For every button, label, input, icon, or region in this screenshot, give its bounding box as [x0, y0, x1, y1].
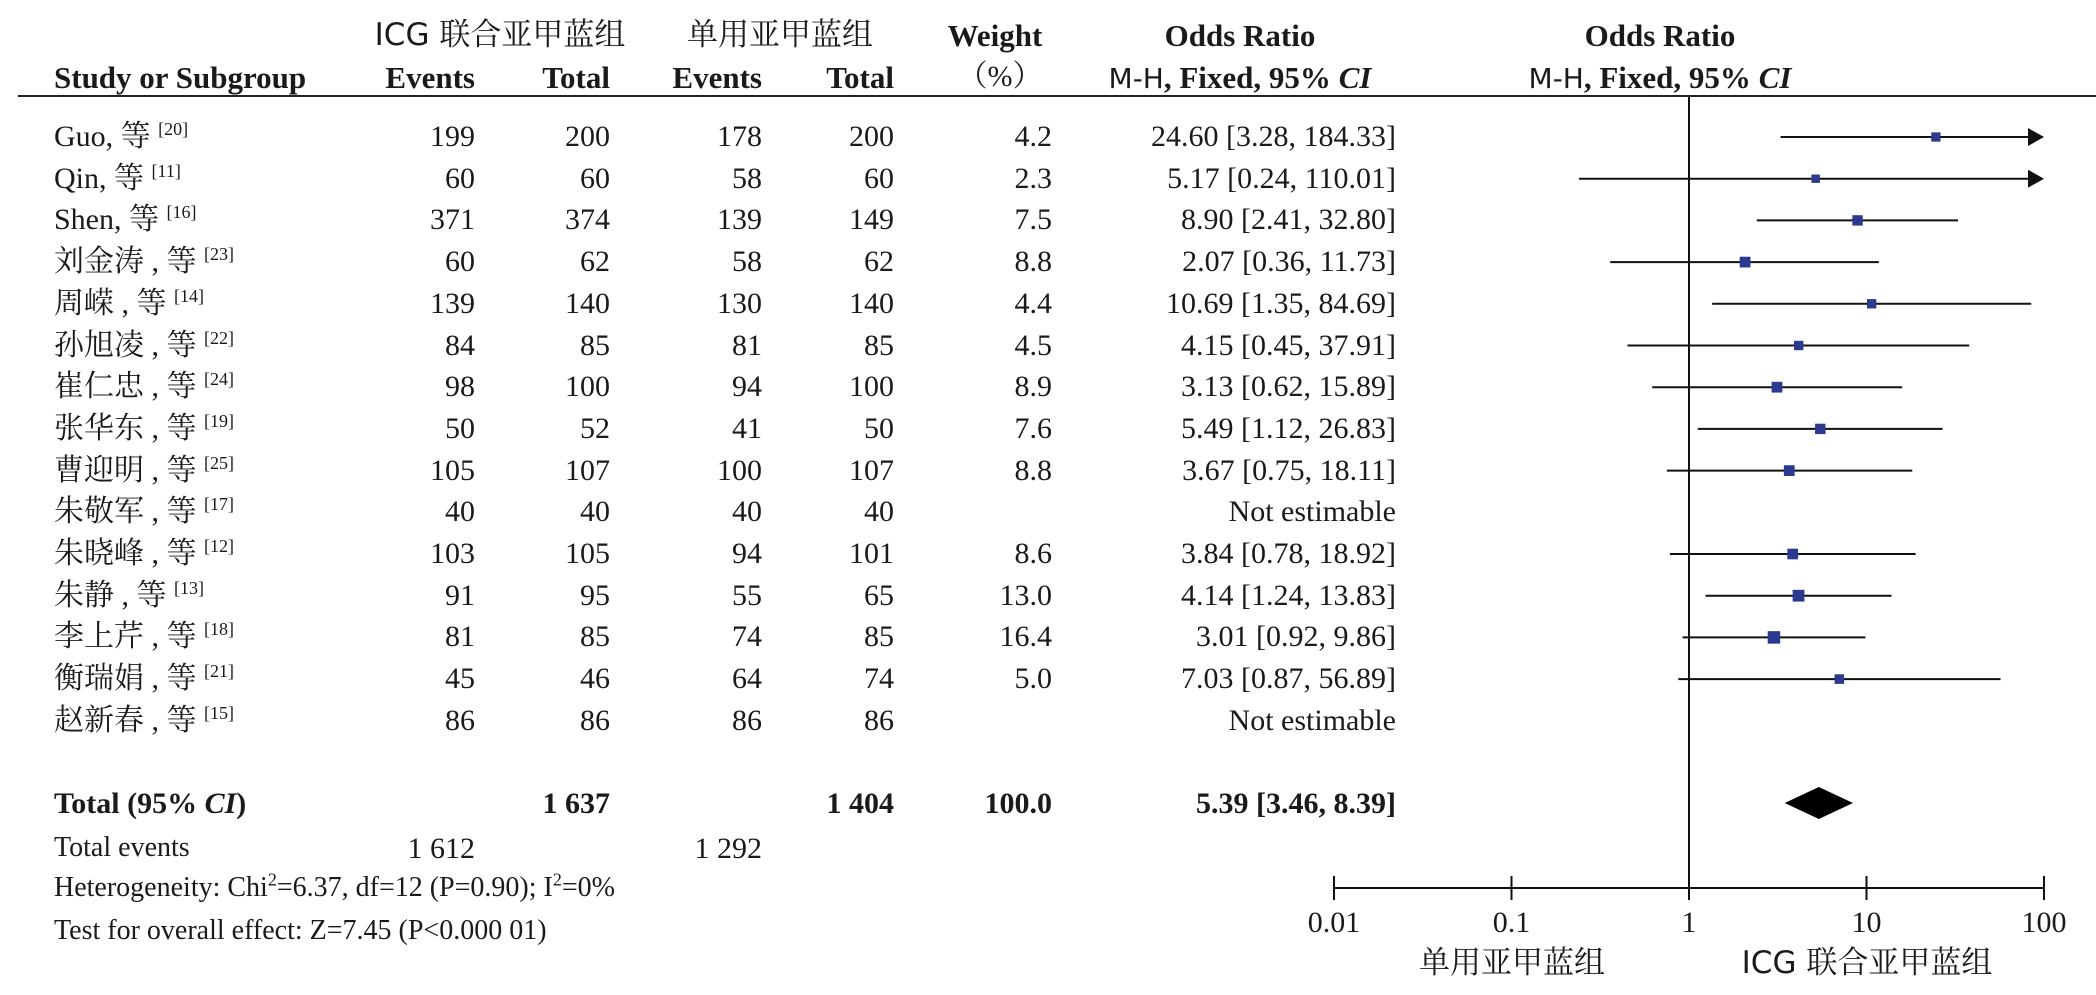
- study-or-ci: 4.15 [0.45, 37.91]: [1181, 329, 1396, 362]
- study-events2: 58: [732, 162, 762, 195]
- or-header: Odds Ratio: [1164, 18, 1316, 53]
- point-estimate-square: [1867, 299, 1876, 308]
- study-name-text: 赵新春 , 等: [54, 704, 197, 737]
- study-events1: 98: [445, 370, 475, 403]
- study-or-ci: 3.67 [0.75, 18.11]: [1182, 454, 1396, 487]
- study-name-text: 张华东 , 等: [54, 412, 197, 445]
- study-weight: 4.4: [1014, 287, 1052, 320]
- study-total1: 52: [580, 412, 610, 445]
- study-weight: 4.5: [1014, 329, 1052, 362]
- study-total1: 86: [580, 704, 610, 737]
- study-events1: 103: [430, 537, 475, 570]
- or-method-ci: CI: [1338, 60, 1372, 95]
- total2-header: Total: [826, 60, 894, 95]
- total-label-ci: CI: [204, 787, 237, 820]
- study-events2: 58: [732, 245, 762, 278]
- study-or-ci: 5.17 [0.24, 110.01]: [1167, 162, 1396, 195]
- total1-header: Total: [542, 60, 610, 95]
- study-events2: 55: [732, 579, 762, 612]
- study-total2: 85: [864, 620, 894, 653]
- study-or-ci: 2.07 [0.36, 11.73]: [1182, 245, 1396, 278]
- point-estimate-square: [1835, 674, 1845, 684]
- study-events1: 40: [445, 495, 475, 528]
- study-weight: 2.3: [1014, 162, 1052, 195]
- point-estimate-square: [1768, 631, 1780, 643]
- study-ref: [14]: [174, 286, 204, 306]
- x-tick-label: 1: [1681, 906, 1697, 939]
- study-name-text: Shen, 等: [54, 203, 159, 236]
- study-ref: [18]: [204, 619, 234, 639]
- events2-header: Events: [672, 60, 762, 95]
- study-total1: 46: [580, 662, 610, 695]
- study-events1: 105: [430, 454, 475, 487]
- study-or-ci: 3.13 [0.62, 15.89]: [1181, 370, 1396, 403]
- study-name-text: 孙旭凌 , 等: [54, 329, 197, 362]
- study-events2: 178: [717, 120, 762, 153]
- study-name-text: 曹迎明 , 等: [54, 454, 197, 487]
- favours-right-label: ICG 联合亚甲蓝组: [1741, 945, 1993, 981]
- study-ref: [12]: [204, 536, 234, 556]
- plot-method-ci: CI: [1758, 60, 1792, 95]
- study-total1: 105: [565, 537, 610, 570]
- study-ref: [22]: [204, 328, 234, 348]
- study-events1: 84: [445, 329, 475, 362]
- or-method-prefix: M-H: [1108, 62, 1164, 95]
- study-weight: 7.5: [1014, 203, 1052, 236]
- x-tick-label: 10: [1851, 906, 1882, 939]
- weight-header: Weight: [947, 18, 1043, 53]
- study-total2: 101: [849, 537, 894, 570]
- study-col-header: Study or Subgroup: [54, 60, 307, 95]
- study-total2: 74: [864, 662, 894, 695]
- plot-method-prefix: M-H: [1528, 62, 1584, 95]
- study-ref: [13]: [174, 578, 204, 598]
- study-ref: [21]: [204, 661, 234, 681]
- x-tick-label: 0.1: [1492, 906, 1531, 939]
- study-ref: [19]: [204, 411, 234, 431]
- study-total2: 100: [849, 370, 894, 403]
- x-tick-label: 0.01: [1307, 906, 1361, 939]
- study-name-text: Guo, 等: [54, 120, 151, 153]
- events1-header: Events: [385, 60, 475, 95]
- study-total2: 60: [864, 162, 894, 195]
- study-events2: 139: [717, 203, 762, 236]
- x-tick-label: 100: [2021, 906, 2067, 939]
- study-total2: 65: [864, 579, 894, 612]
- total-t1: 1 637: [542, 787, 610, 820]
- study-weight: 16.4: [999, 620, 1052, 653]
- study-total2: 62: [864, 245, 894, 278]
- study-ref: [11]: [151, 161, 181, 181]
- or-method-text: , Fixed, 95%: [1163, 60, 1339, 95]
- study-total1: 85: [580, 329, 610, 362]
- study-or-ci: 8.90 [2.41, 32.80]: [1181, 203, 1396, 236]
- total-label-post: ): [236, 787, 247, 820]
- study-events2: 41: [732, 412, 762, 445]
- study-total2: 50: [864, 412, 894, 445]
- study-total2: 140: [849, 287, 894, 320]
- study-ref: [17]: [204, 494, 234, 514]
- study-name-text: 崔仁忠 , 等: [54, 370, 197, 403]
- study-name-text: 李上芹 , 等: [54, 620, 197, 653]
- heterogeneity-b: =6.37, df=12 (P=0.90); I: [276, 872, 553, 903]
- study-ref: [24]: [204, 369, 234, 389]
- study-name-text: 刘金涛 , 等: [54, 245, 197, 278]
- study-weight: 8.8: [1014, 454, 1052, 487]
- study-events1: 199: [430, 120, 475, 153]
- study-or-ci: Not estimable: [1228, 704, 1396, 737]
- study-total1: 60: [580, 162, 610, 195]
- study-name-text: Qin, 等: [54, 162, 144, 195]
- study-ref: [25]: [204, 453, 234, 473]
- study-weight: 5.0: [1014, 662, 1052, 695]
- total-events-e2: 1 292: [694, 832, 762, 865]
- study-events2: 81: [732, 329, 762, 362]
- point-estimate-square: [1931, 132, 1940, 141]
- study-name-text: 朱晓峰 , 等: [54, 537, 197, 570]
- study-or-ci: Not estimable: [1228, 495, 1396, 528]
- pooled-diamond: [1785, 787, 1853, 819]
- study-total1: 140: [565, 287, 610, 320]
- study-total1: 107: [565, 454, 610, 487]
- total-or: 5.39 [3.46, 8.39]: [1196, 787, 1396, 820]
- study-total1: 374: [565, 203, 610, 236]
- study-total2: 107: [849, 454, 894, 487]
- study-name-text: 周嵘 , 等: [54, 287, 167, 320]
- study-name-text: 朱敬军 , 等: [54, 495, 197, 528]
- study-ref: [20]: [158, 119, 189, 139]
- total-weight: 100.0: [984, 787, 1052, 820]
- study-events2: 94: [732, 537, 762, 570]
- study-total2: 40: [864, 495, 894, 528]
- study-total1: 62: [580, 245, 610, 278]
- group1-header: ICG 联合亚甲蓝组: [374, 17, 626, 53]
- study-ref: [23]: [204, 244, 234, 264]
- study-events1: 371: [430, 203, 475, 236]
- study-weight: 7.6: [1014, 412, 1052, 445]
- overall-effect-text: Test for overall effect: Z=7.45 (P<0.000 01): [54, 915, 547, 946]
- plot-header: Odds Ratio: [1584, 18, 1736, 53]
- study-weight: 8.6: [1014, 537, 1052, 570]
- study-total1: 100: [565, 370, 610, 403]
- total-t2: 1 404: [826, 787, 894, 820]
- group2-header: 单用亚甲蓝组: [687, 17, 873, 53]
- study-weight: 8.9: [1014, 370, 1052, 403]
- point-estimate-square: [1815, 424, 1825, 434]
- study-or-ci: 4.14 [1.24, 13.83]: [1181, 579, 1396, 612]
- study-weight: 4.2: [1014, 120, 1052, 153]
- heterogeneity-sup2: 2: [552, 869, 562, 890]
- study-or-ci: 3.84 [0.78, 18.92]: [1181, 537, 1396, 570]
- weight-unit: （%）: [957, 60, 1043, 93]
- favours-left-label: 单用亚甲蓝组: [1419, 945, 1605, 981]
- study-or-ci: 3.01 [0.92, 9.86]: [1196, 620, 1396, 653]
- study-total1: 200: [565, 120, 610, 153]
- point-estimate-square: [1740, 257, 1751, 268]
- study-events1: 81: [445, 620, 475, 653]
- study-events1: 60: [445, 162, 475, 195]
- total-label-pre: Total (95%: [54, 787, 205, 820]
- study-or-ci: 24.60 [3.28, 184.33]: [1151, 120, 1396, 153]
- study-or-ci: 5.49 [1.12, 26.83]: [1181, 412, 1396, 445]
- study-events1: 139: [430, 287, 475, 320]
- study-or-ci: 10.69 [1.35, 84.69]: [1166, 287, 1396, 320]
- point-estimate-square: [1794, 341, 1803, 350]
- heterogeneity-a: Heterogeneity: Chi: [54, 872, 268, 903]
- study-weight: 13.0: [999, 579, 1052, 612]
- study-events2: 100: [717, 454, 762, 487]
- study-events2: 130: [717, 287, 762, 320]
- study-name-text: 朱静 , 等: [54, 579, 167, 612]
- study-name-text: 衡瑞娟 , 等: [54, 662, 197, 695]
- study-events2: 74: [732, 620, 762, 653]
- study-events2: 40: [732, 495, 762, 528]
- study-ref: [15]: [204, 703, 234, 723]
- study-events2: 94: [732, 370, 762, 403]
- point-estimate-square: [1787, 549, 1798, 560]
- study-total1: 95: [580, 579, 610, 612]
- study-total1: 85: [580, 620, 610, 653]
- point-estimate-square: [1852, 215, 1862, 225]
- heterogeneity-c: =0%: [561, 872, 615, 903]
- study-total2: 200: [849, 120, 894, 153]
- study-total2: 86: [864, 704, 894, 737]
- study-total2: 149: [849, 203, 894, 236]
- study-total1: 40: [580, 495, 610, 528]
- study-or-ci: 7.03 [0.87, 56.89]: [1181, 662, 1396, 695]
- point-estimate-square: [1811, 174, 1819, 182]
- total-events-label: Total events: [54, 832, 190, 863]
- study-events2: 64: [732, 662, 762, 695]
- study-events1: 60: [445, 245, 475, 278]
- study-weight: 8.8: [1014, 245, 1052, 278]
- study-events1: 86: [445, 704, 475, 737]
- ci-arrow: [2028, 170, 2044, 188]
- point-estimate-square: [1793, 590, 1805, 602]
- total-events-e1: 1 612: [407, 832, 475, 865]
- study-events1: 50: [445, 412, 475, 445]
- ci-arrow: [2028, 128, 2044, 146]
- point-estimate-square: [1784, 465, 1795, 476]
- heterogeneity-sup1: 2: [267, 869, 277, 890]
- study-events1: 45: [445, 662, 475, 695]
- plot-method-text: , Fixed, 95%: [1583, 60, 1759, 95]
- point-estimate-square: [1772, 382, 1783, 393]
- study-events1: 91: [445, 579, 475, 612]
- study-events2: 86: [732, 704, 762, 737]
- study-total2: 85: [864, 329, 894, 362]
- study-ref: [16]: [166, 202, 197, 222]
